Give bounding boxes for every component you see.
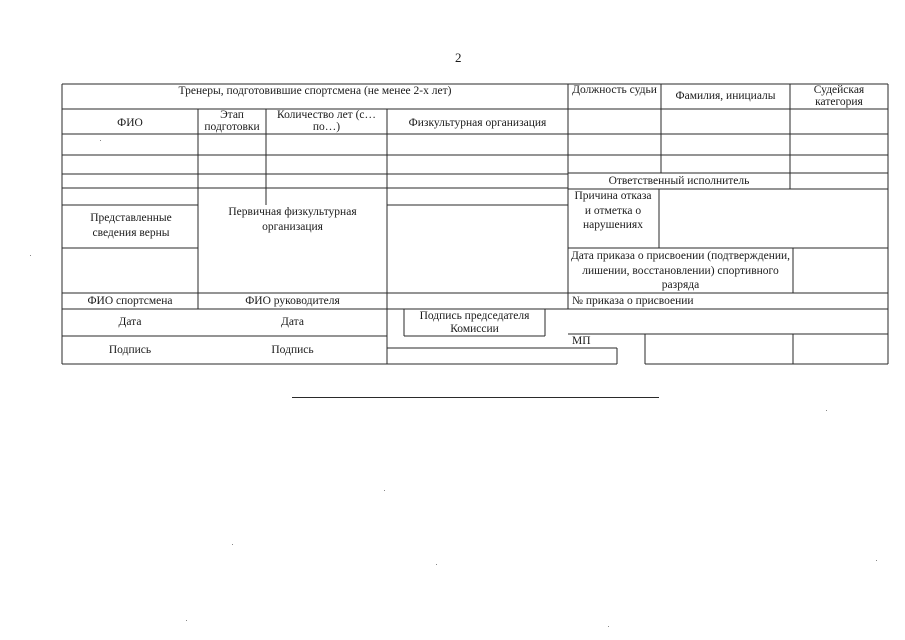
head-fio-label: ФИО руководителя: [245, 295, 340, 307]
order-number-label: № приказа о присвоении: [572, 295, 694, 307]
years-count-header: Количество лет (с… по…): [276, 109, 377, 133]
scan-speck: [100, 140, 101, 141]
trainers-header: Тренеры, подготовившие спортсмена (не менее 2-х лет): [178, 85, 452, 97]
bottom-rule: [292, 397, 659, 398]
order-date-label: Дата приказа о присвоении (подтверждении, лишении, восстановлении) спортивного разряда: [570, 250, 791, 291]
info-correct-label: Представленные сведения верны: [90, 212, 172, 239]
scan-speck: [876, 560, 877, 561]
chairman-signature-label: Подпись председателя Комиссии: [419, 310, 530, 335]
refusal-reason-label: Причина отказа и отметка о нарушениях: [574, 190, 652, 231]
signature-label-head: Подпись: [271, 344, 314, 356]
primary-organization-label: Первичная физкультурная организация: [228, 206, 357, 233]
scan-speck: [30, 255, 31, 256]
judge-position-header: Должность судьи: [572, 84, 657, 96]
responsible-executor-label: Ответственный исполнитель: [608, 175, 750, 187]
seal-label: МП: [572, 335, 591, 347]
training-stage-header: Этап подготовки: [204, 109, 260, 133]
signature-label-athlete: Подпись: [108, 344, 152, 356]
scan-speck: [436, 564, 437, 565]
date-label-athlete: Дата: [118, 316, 142, 328]
scan-speck: [608, 626, 609, 627]
scan-speck: [384, 490, 385, 491]
date-label-head: Дата: [281, 316, 304, 328]
scan-speck: [232, 544, 233, 545]
trainer-fio-header: ФИО: [117, 117, 143, 129]
page-number: 2: [455, 50, 462, 65]
scan-speck: [186, 620, 187, 621]
sports-organization-header: Физкультурная организация: [408, 117, 547, 129]
athlete-fio-label: ФИО спортсмена: [87, 295, 173, 307]
judge-category-header: Судейская категория: [813, 84, 865, 108]
judge-name-header: Фамилия, инициалы: [675, 90, 776, 102]
scan-speck: [826, 410, 827, 411]
